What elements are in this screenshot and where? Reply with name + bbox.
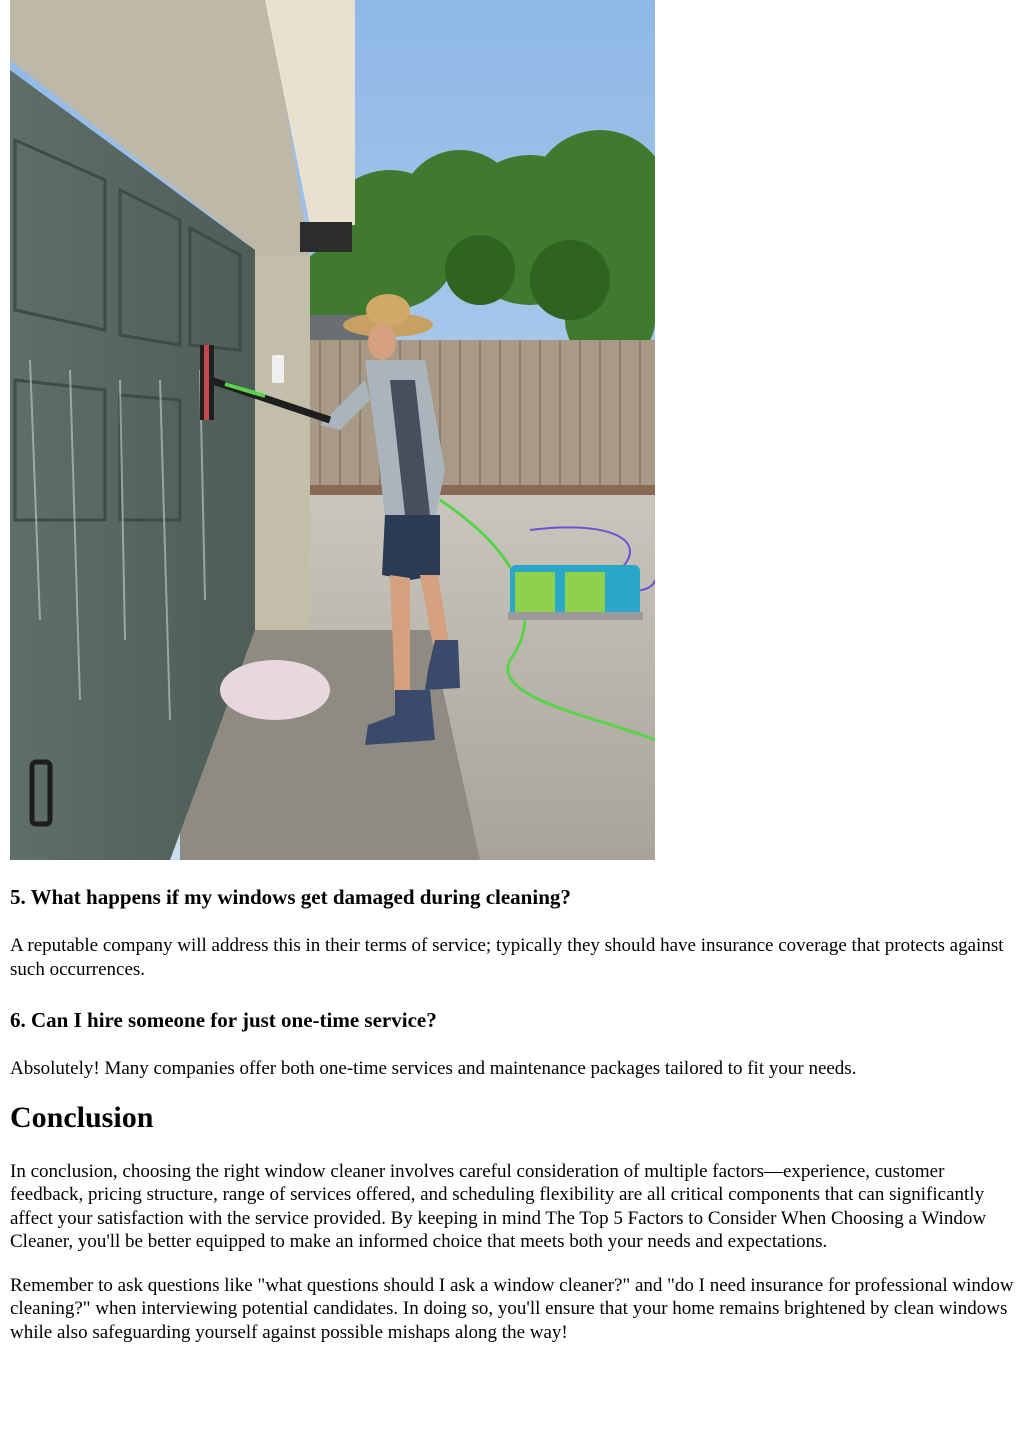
window-cleaning-photo bbox=[10, 0, 655, 860]
faq-answer-5: A reputable company will address this in their terms of service; typically they should have insurance coverage that protects against such occurrences. bbox=[10, 935, 1004, 980]
conclusion-heading: Conclusion bbox=[10, 1100, 154, 1134]
conclusion-paragraph-2: Remember to ask questions like "what questions should I ask a window cleaner?" and "do I need insurance for professional window cleaning?" when interviewing potential candidates. In doing so, you'll ensure that your home remains brightened by clean windows while also safeguarding yourself against possible mishaps along the way! bbox=[10, 1274, 1014, 1343]
faq-answer-6: Absolutely! Many companies offer both one-time services and maintenance packages tailored to fit your needs. bbox=[10, 1058, 857, 1079]
article bbox=[10, 0, 1014, 1344]
faq-question-6: 6. Can I hire someone for just one-time service? bbox=[10, 1008, 437, 1032]
conclusion-paragraph-1: In conclusion, choosing the right window cleaner involves careful consideration of multiple factors—experience, customer feedback, pricing structure, range of services offered, and scheduling flexibility are all critical components that can significantly affect your satisfaction with the service provided. By keeping in mind The Top 5 Factors to Consider When Choosing a Window Cleaner, you'll be better equipped to make an informed choice that meets both your needs and expectations. bbox=[10, 1160, 987, 1252]
faq-question-5: 5. What happens if my windows get damaged during cleaning? bbox=[10, 885, 571, 909]
